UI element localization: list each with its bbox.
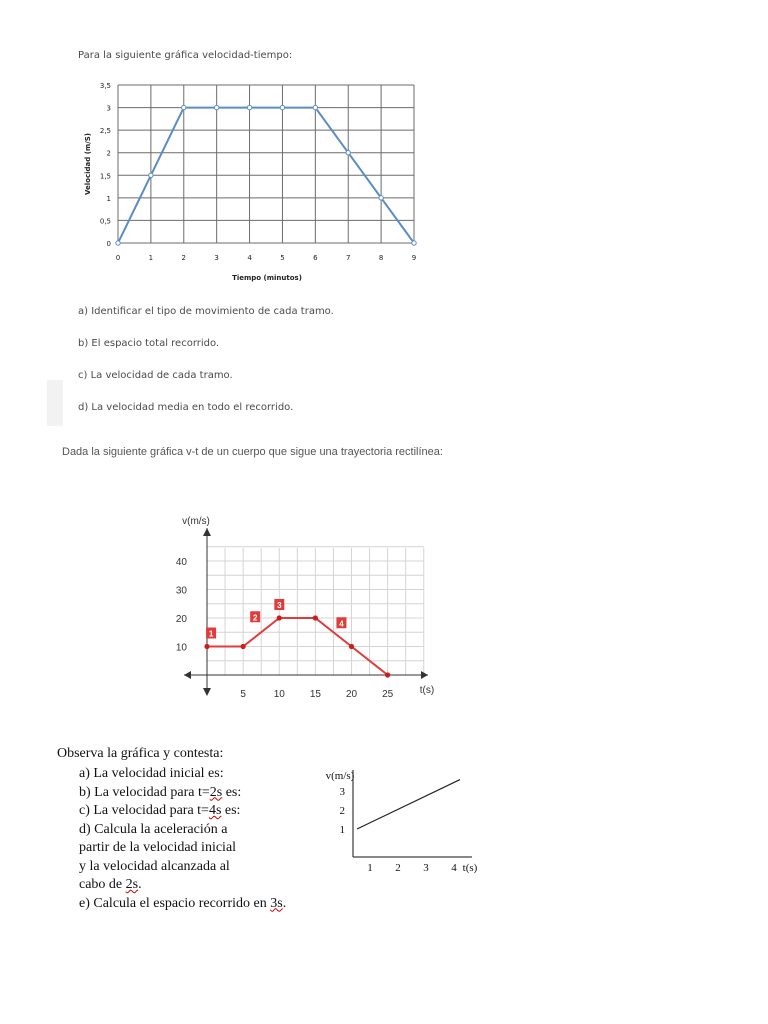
y-tick-label: 3 — [106, 104, 111, 113]
x-tick-label: 15 — [309, 689, 321, 700]
question-text: cabo de — [79, 877, 126, 892]
x-axis-label: Tiempo (minutos) — [232, 274, 302, 282]
question-suffix: es: — [221, 803, 241, 818]
x-tick-label: 4 — [451, 862, 457, 874]
x-tick-label: 2 — [181, 254, 187, 262]
y-tick-label: 40 — [175, 557, 187, 568]
segment-label: 1 — [208, 629, 214, 639]
x-tick-label: 7 — [345, 254, 351, 262]
x-axis-label: t(s) — [462, 862, 478, 874]
question-text: d) Calcula la aceleración a — [79, 821, 228, 837]
x-tick-label: 20 — [345, 689, 358, 700]
section3-title: Observa la gráfica y contesta: — [57, 746, 224, 761]
segment-label: 2 — [252, 613, 258, 623]
question-value: 3s — [270, 895, 283, 911]
y-tick-label: 20 — [175, 614, 187, 625]
y-tick-label: 3,5 — [99, 82, 111, 90]
x-tick-label: 6 — [313, 254, 318, 262]
x-tick-label: 3 — [214, 254, 219, 262]
data-line — [357, 780, 460, 829]
x-tick-label: 1 — [367, 862, 373, 874]
question-text: b) La velocidad para t= — [79, 784, 210, 800]
y-tick-label: 2,5 — [99, 127, 111, 136]
question-c: c) La velocidad de cada tramo. — [78, 370, 233, 381]
y-tick-label: 1 — [339, 824, 345, 836]
y-tick-label: 30 — [175, 585, 187, 597]
question-b: b) El espacio total recorrido. — [78, 338, 220, 349]
y-tick-label: 1 — [106, 194, 111, 203]
x-tick-label: 1 — [148, 254, 154, 262]
question-text: y la velocidad alcanzada al — [79, 858, 230, 874]
section2-title: Dada la siguiente gráfica v-t de un cuerpo que sigue una trayectoria rectilínea: — [62, 446, 443, 458]
question-suffix: es: — [222, 784, 242, 800]
question-suffix: . — [282, 895, 287, 911]
x-tick-label: 25 — [382, 689, 394, 700]
question-suffix: . — [138, 877, 142, 892]
question-d: d) La velocidad media en todo el recorrido. — [78, 402, 294, 413]
x-tick-label: 5 — [240, 689, 246, 700]
question-text: partir de la velocidad inicial — [79, 840, 237, 855]
y-tick-label: 2 — [106, 149, 111, 158]
y-axis-label: Velocidad (m/S) — [84, 132, 92, 196]
y-tick-label: 1,5 — [99, 172, 111, 181]
question-text: a) La velocidad inicial es: — [79, 766, 224, 781]
x-tick-label: 2 — [395, 862, 401, 874]
question-value: 2s — [125, 877, 139, 892]
y-axis-label: v(m/s) — [325, 770, 355, 782]
y-axis-label: v(m/s) — [182, 516, 210, 527]
x-tick-label: 3 — [423, 862, 429, 874]
y-tick-label: 0,5 — [99, 217, 111, 226]
segment-label: 4 — [339, 619, 344, 629]
y-tick-label: 0 — [106, 240, 111, 248]
x-tick-label: 0 — [115, 254, 121, 262]
question-value: 2s — [209, 784, 223, 800]
x-axis-label: t(s) — [419, 685, 435, 696]
x-tick-label: 4 — [247, 254, 252, 262]
y-tick-label: 3 — [339, 786, 345, 798]
question-text: e) Calcula el espacio recorrido en — [79, 895, 271, 911]
x-tick-label: 5 — [280, 254, 285, 262]
x-tick-label: 10 — [273, 689, 285, 700]
question-text: c) La velocidad para t= — [79, 803, 209, 818]
section1-title: Para la siguiente gráfica velocidad-tiempo: — [78, 50, 293, 61]
y-tick-label: 2 — [339, 805, 345, 817]
question-a: a) Identificar el tipo de movimiento de cada tramo. — [78, 306, 334, 317]
question-value: 4s — [208, 803, 222, 818]
x-tick-label: 9 — [411, 254, 417, 262]
y-tick-label: 10 — [175, 642, 187, 654]
x-tick-label: 8 — [378, 254, 384, 262]
segment-label: 3 — [277, 601, 282, 610]
